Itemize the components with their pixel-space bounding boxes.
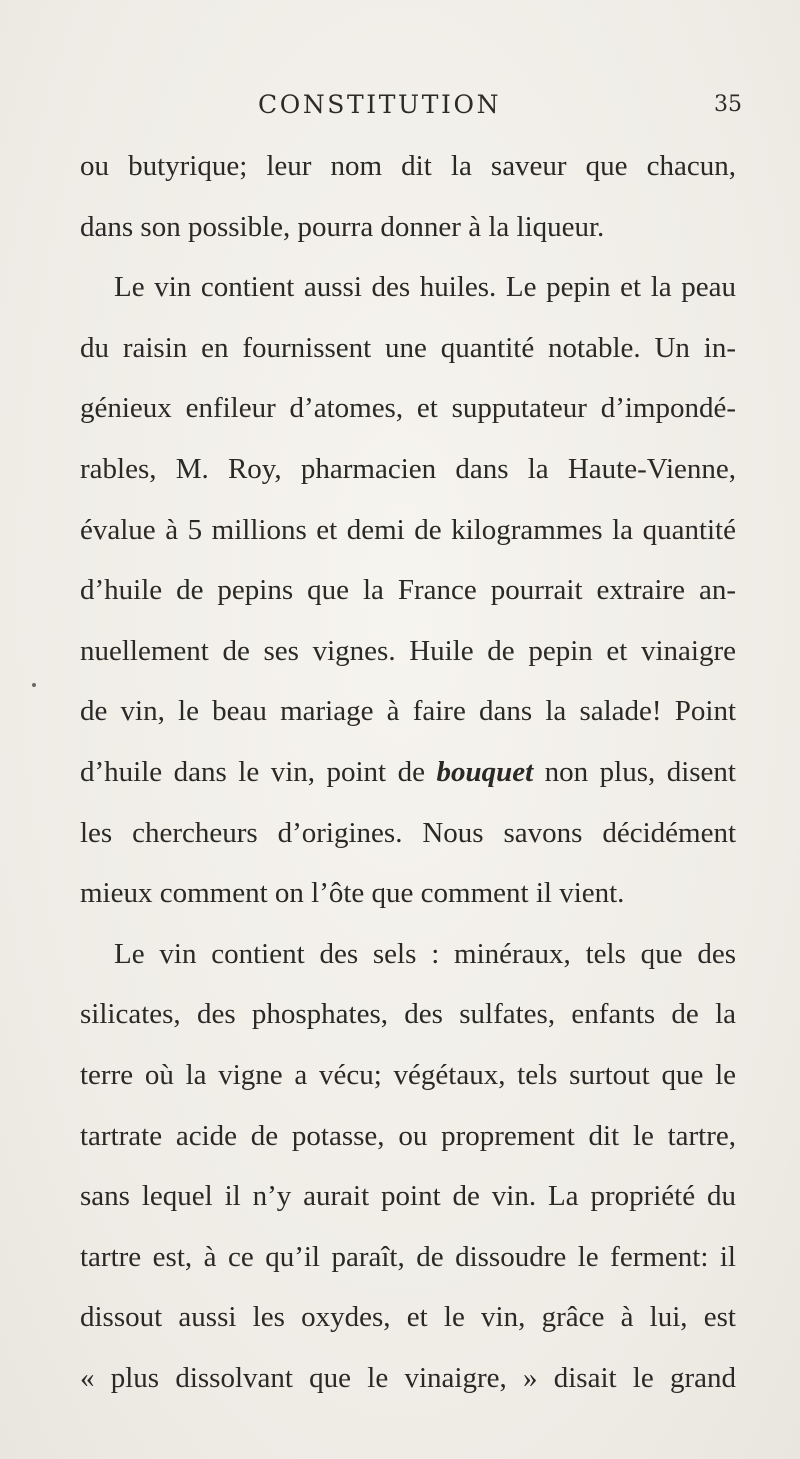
text-line: dans son possible, pourra donner à la liqueur.	[80, 210, 605, 243]
margin-mark	[32, 683, 36, 687]
text-line: Le vin contient aussi des huiles. Le pepin et la peau	[114, 271, 736, 304]
text-run: non plus, disent	[533, 755, 736, 788]
text-line: Le vin contient des sels : minéraux, tels que des	[114, 937, 736, 970]
text-line: tartrate acide de potasse, ou proprement dit le tartre,	[80, 1119, 736, 1152]
text-line: sans lequel il n’y aurait point de vin. La propriété du	[80, 1180, 736, 1213]
text-run: d’huile dans le vin, point de	[80, 755, 437, 788]
text-line: évalue à 5 millions et demi de kilogrammes la quantité	[80, 513, 736, 546]
text-line: nuellement de ses vignes. Huile de pepin et vinaigre	[80, 634, 736, 667]
body-text	[80, 136, 736, 1408]
text-line: de vin, le beau mariage à faire dans la salade! Point	[80, 695, 736, 728]
text-line: du raisin en fournissent une quantité notable. Un in-	[80, 331, 736, 364]
text-line: génieux enfileur d’atomes, et supputateur d’impondé-	[80, 392, 736, 425]
text-line: rables, M. Roy, pharmacien dans la Haute-Vienne,	[80, 452, 736, 485]
italic-term: bouquet	[436, 755, 534, 788]
text-line: dissout aussi les oxydes, et le vin, grâce à lui, est	[80, 1301, 736, 1334]
text-line: silicates, des phosphates, des sulfates, enfants de la	[80, 998, 736, 1031]
text-line: ou butyrique; leur nom dit la saveur que chacun,	[80, 150, 736, 182]
page-number: 35	[714, 92, 742, 117]
running-title: CONSTITUTION	[258, 90, 502, 119]
running-header	[0, 90, 800, 130]
text-line: « plus dissolvant que le vinaigre, » disait le grand	[80, 1361, 736, 1394]
text-line	[80, 742, 736, 803]
text-line: d’huile de pepins que la France pourrait extraire an-	[80, 574, 736, 607]
text-line: les chercheurs d’origines. Nous savons décidément	[80, 816, 736, 849]
text-line: tartre est, à ce qu’il paraît, de dissoudre le ferment: il	[80, 1240, 736, 1273]
text-line: terre où la vigne a vécu; végétaux, tels surtout que le	[80, 1058, 736, 1091]
text-line: mieux comment on l’ôte que comment il vient.	[80, 877, 625, 910]
